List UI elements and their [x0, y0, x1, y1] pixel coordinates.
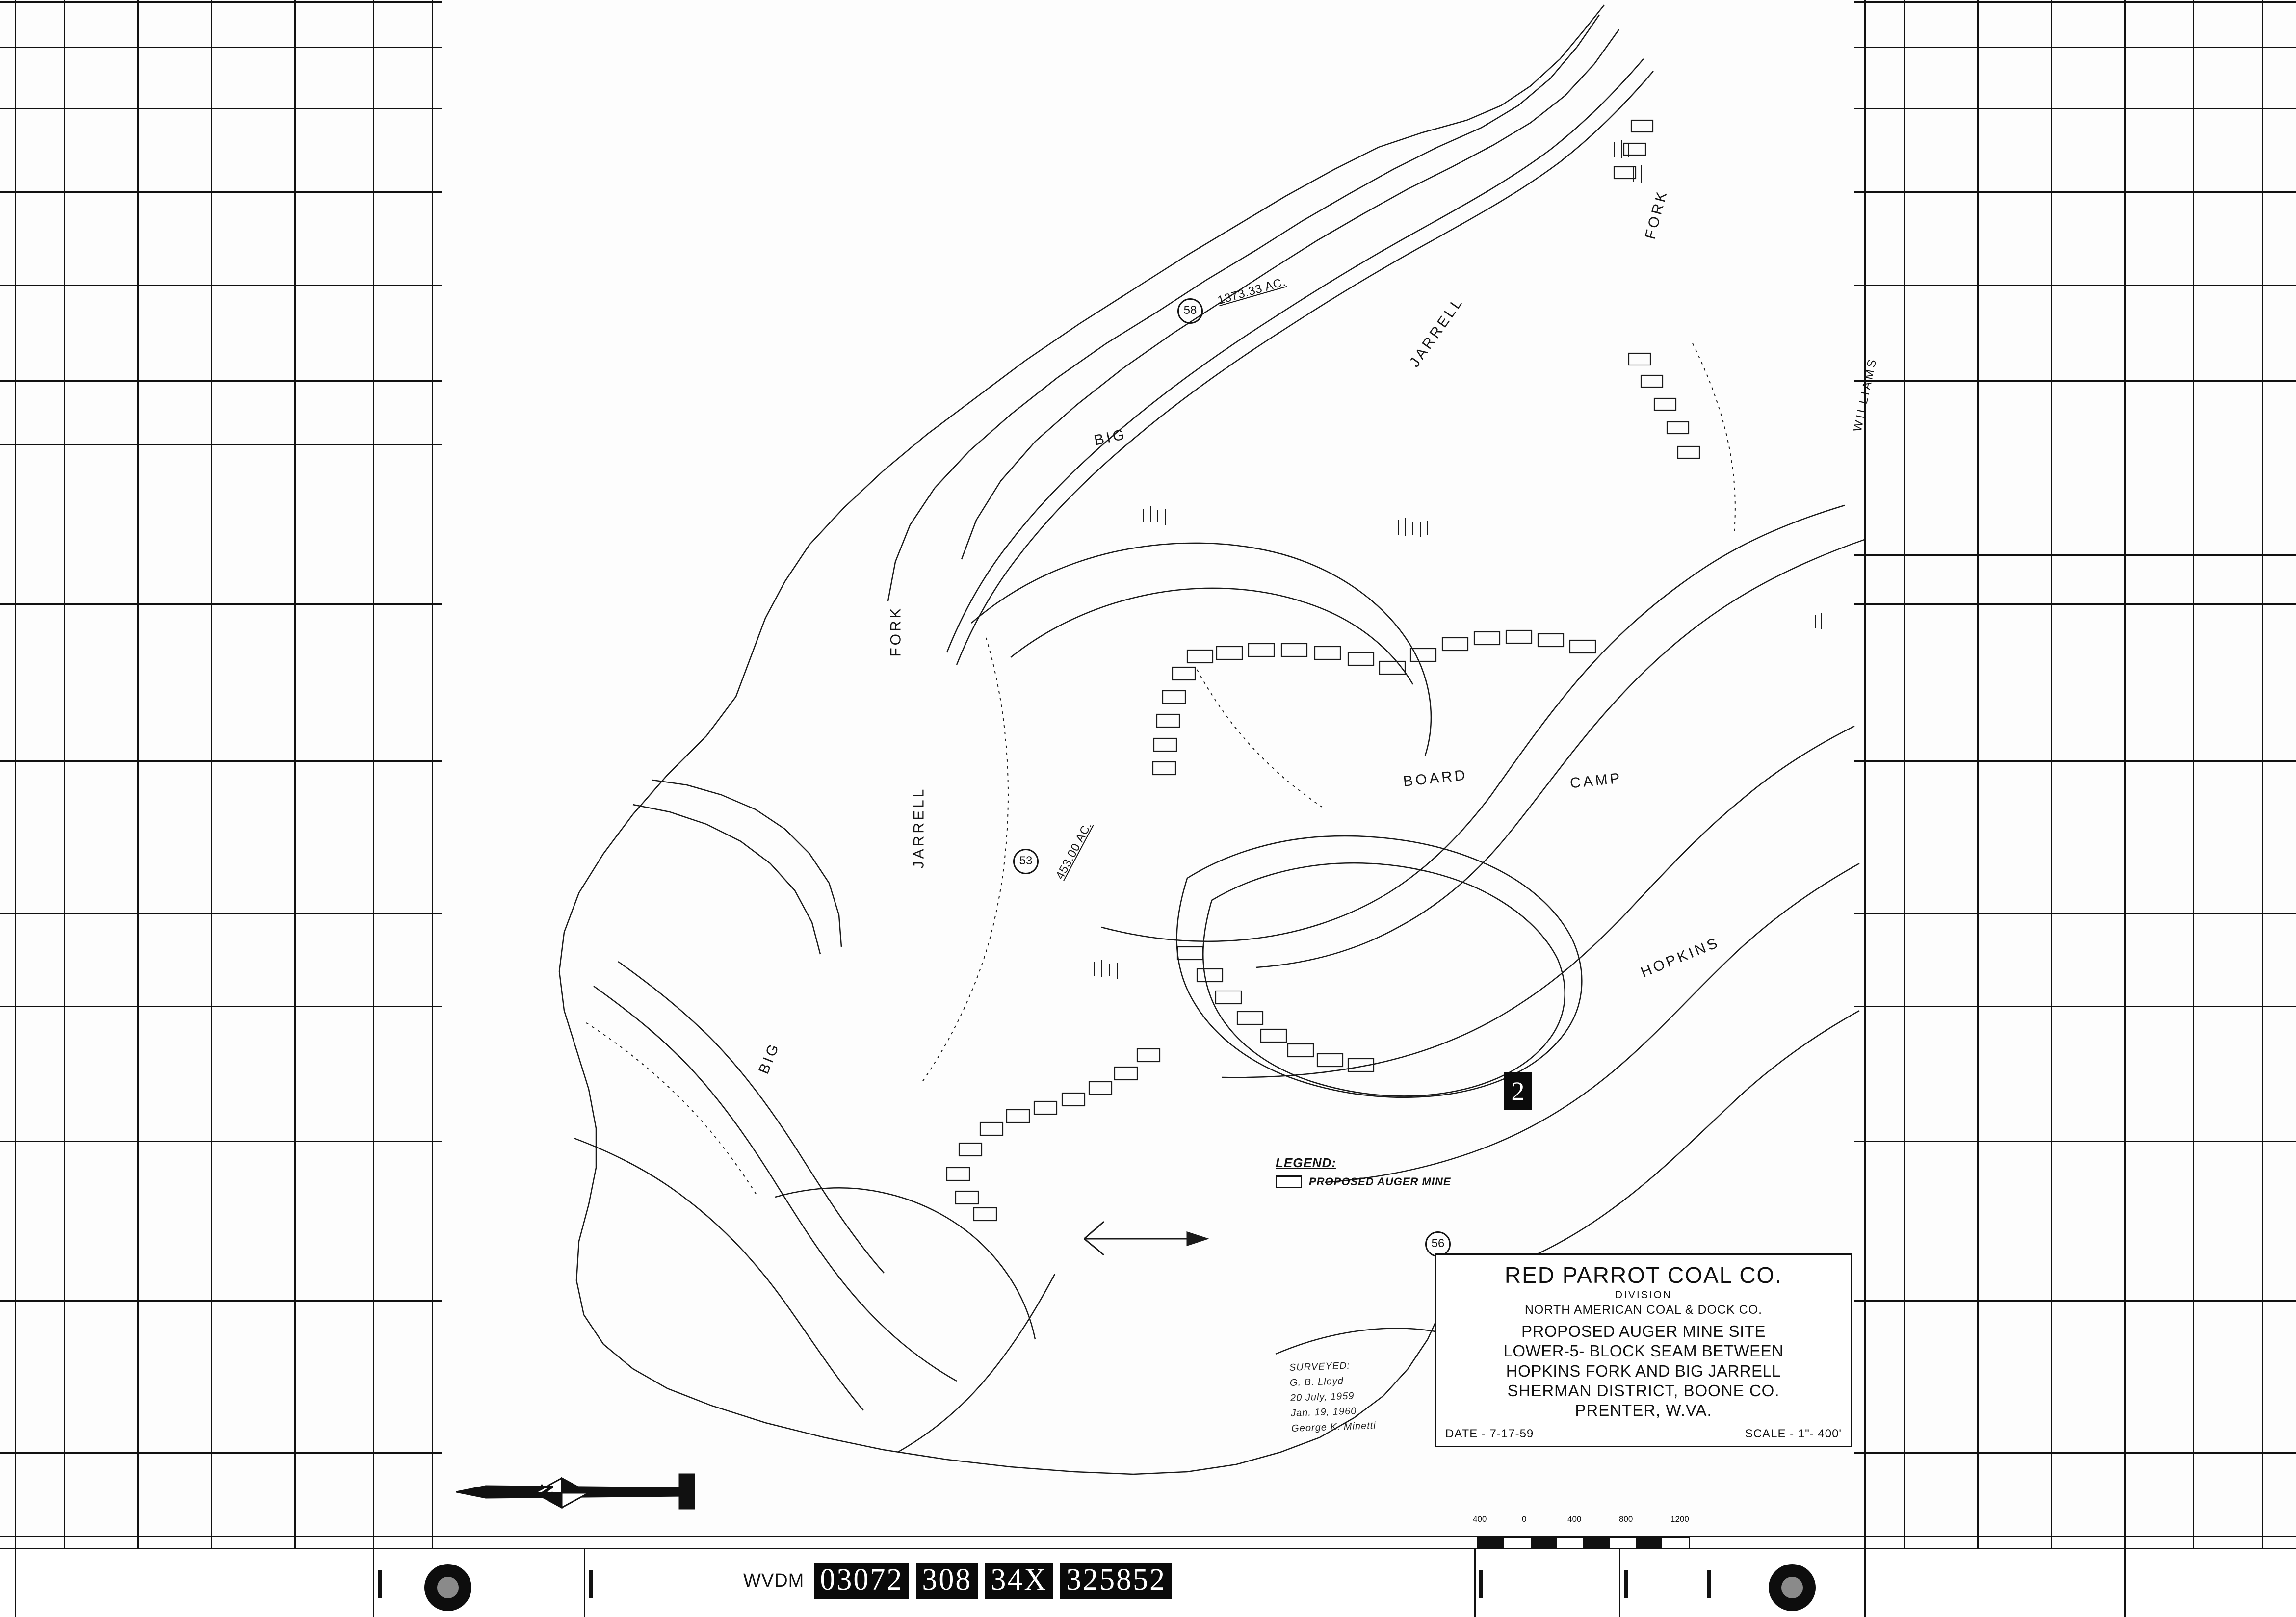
surveyor-note [1289, 1357, 1376, 1436]
tract-marker-58: 58 [1177, 298, 1203, 324]
scale-tick-1: 0 [1522, 1514, 1527, 1524]
stream-label-big-lower: BIG [756, 1040, 783, 1076]
tract-acreage-53: 453.00 AC. [1053, 819, 1095, 882]
legend-item-label: PROPOSED AUGER MINE [1309, 1175, 1451, 1188]
description-line-2: LOWER-5- BLOCK SEAM BETWEEN [1503, 1342, 1784, 1360]
scale-tick-0: 400 [1473, 1514, 1487, 1524]
legend [1276, 1155, 1451, 1188]
scale-tick-labels [1473, 1514, 1689, 1537]
description-line-1: PROPOSED AUGER MINE SITE [1521, 1322, 1766, 1340]
film-registration-dot-left [424, 1564, 471, 1611]
tract-acreage-58: 1373.33 AC. [1216, 275, 1287, 308]
film-code-1: 03072 [814, 1563, 909, 1599]
parent-company-name: NORTH AMERICAN COAL & DOCK CO. [1524, 1303, 1763, 1317]
division-label: DIVISION [1615, 1289, 1672, 1301]
microfilm-code-row [743, 1563, 1172, 1599]
svg-text:N: N [538, 1485, 556, 1497]
stream-label-big-upper: BIG [1093, 426, 1128, 449]
film-registration-dot-right [1769, 1564, 1816, 1611]
place-line-2: PRENTER, W.VA. [1575, 1401, 1712, 1419]
scale-label: SCALE - 1"- 400' [1745, 1427, 1842, 1441]
title-block-footer [1436, 1427, 1851, 1441]
scale-tick-4: 1200 [1670, 1514, 1689, 1524]
tract-marker-53: 53 [1013, 849, 1039, 874]
legend-title: LEGEND: [1276, 1155, 1336, 1170]
legend-item-proposed-auger-mine [1276, 1175, 1451, 1188]
survey-note-line-1: SURVEYED: [1289, 1360, 1351, 1374]
stream-label-fork-left: FORK [887, 606, 904, 657]
scale-tick-2: 400 [1567, 1514, 1582, 1524]
stream-label-hopkins: HOPKINS [1638, 934, 1722, 981]
film-code-4: 325852 [1060, 1563, 1172, 1599]
stream-label-board: BOARD [1402, 767, 1468, 790]
stream-label-jarrell-upper: JARRELL [1406, 293, 1467, 370]
stream-label-camp: CAMP [1569, 770, 1623, 792]
survey-note-line-2: G. B. Lloyd [1289, 1376, 1344, 1389]
legend-swatch-icon [1276, 1175, 1302, 1188]
stream-label-jarrell-left: JARRELL [911, 786, 927, 869]
tract-marker-56: 56 [1425, 1231, 1451, 1257]
scale-tick-3: 800 [1619, 1514, 1633, 1524]
north-arrow [456, 1464, 711, 1523]
description-line-3: HOPKINS FORK AND BIG JARRELL [1506, 1361, 1781, 1380]
survey-note-line-3: 20 July, 1959 [1290, 1390, 1355, 1404]
survey-note-line-5: George K. Minetti [1291, 1420, 1377, 1434]
film-prefix-label: WVDM [743, 1570, 805, 1591]
title-block [1435, 1253, 1852, 1447]
film-code-2: 308 [916, 1563, 978, 1599]
film-code-3: 34X [985, 1563, 1053, 1599]
stream-label-fork-upper: FORK [1642, 187, 1671, 241]
place-line-1: SHERMAN DISTRICT, BOONE CO. [1507, 1381, 1780, 1400]
sheet-number-badge: 2 [1504, 1072, 1532, 1110]
date-label: DATE - 7-17-59 [1445, 1427, 1534, 1441]
stream-label-williams: WILLIAMS [1851, 356, 1880, 433]
survey-note-line-4: Jan. 19, 1960 [1290, 1406, 1357, 1419]
company-name: RED PARROT COAL CO. [1504, 1262, 1783, 1288]
